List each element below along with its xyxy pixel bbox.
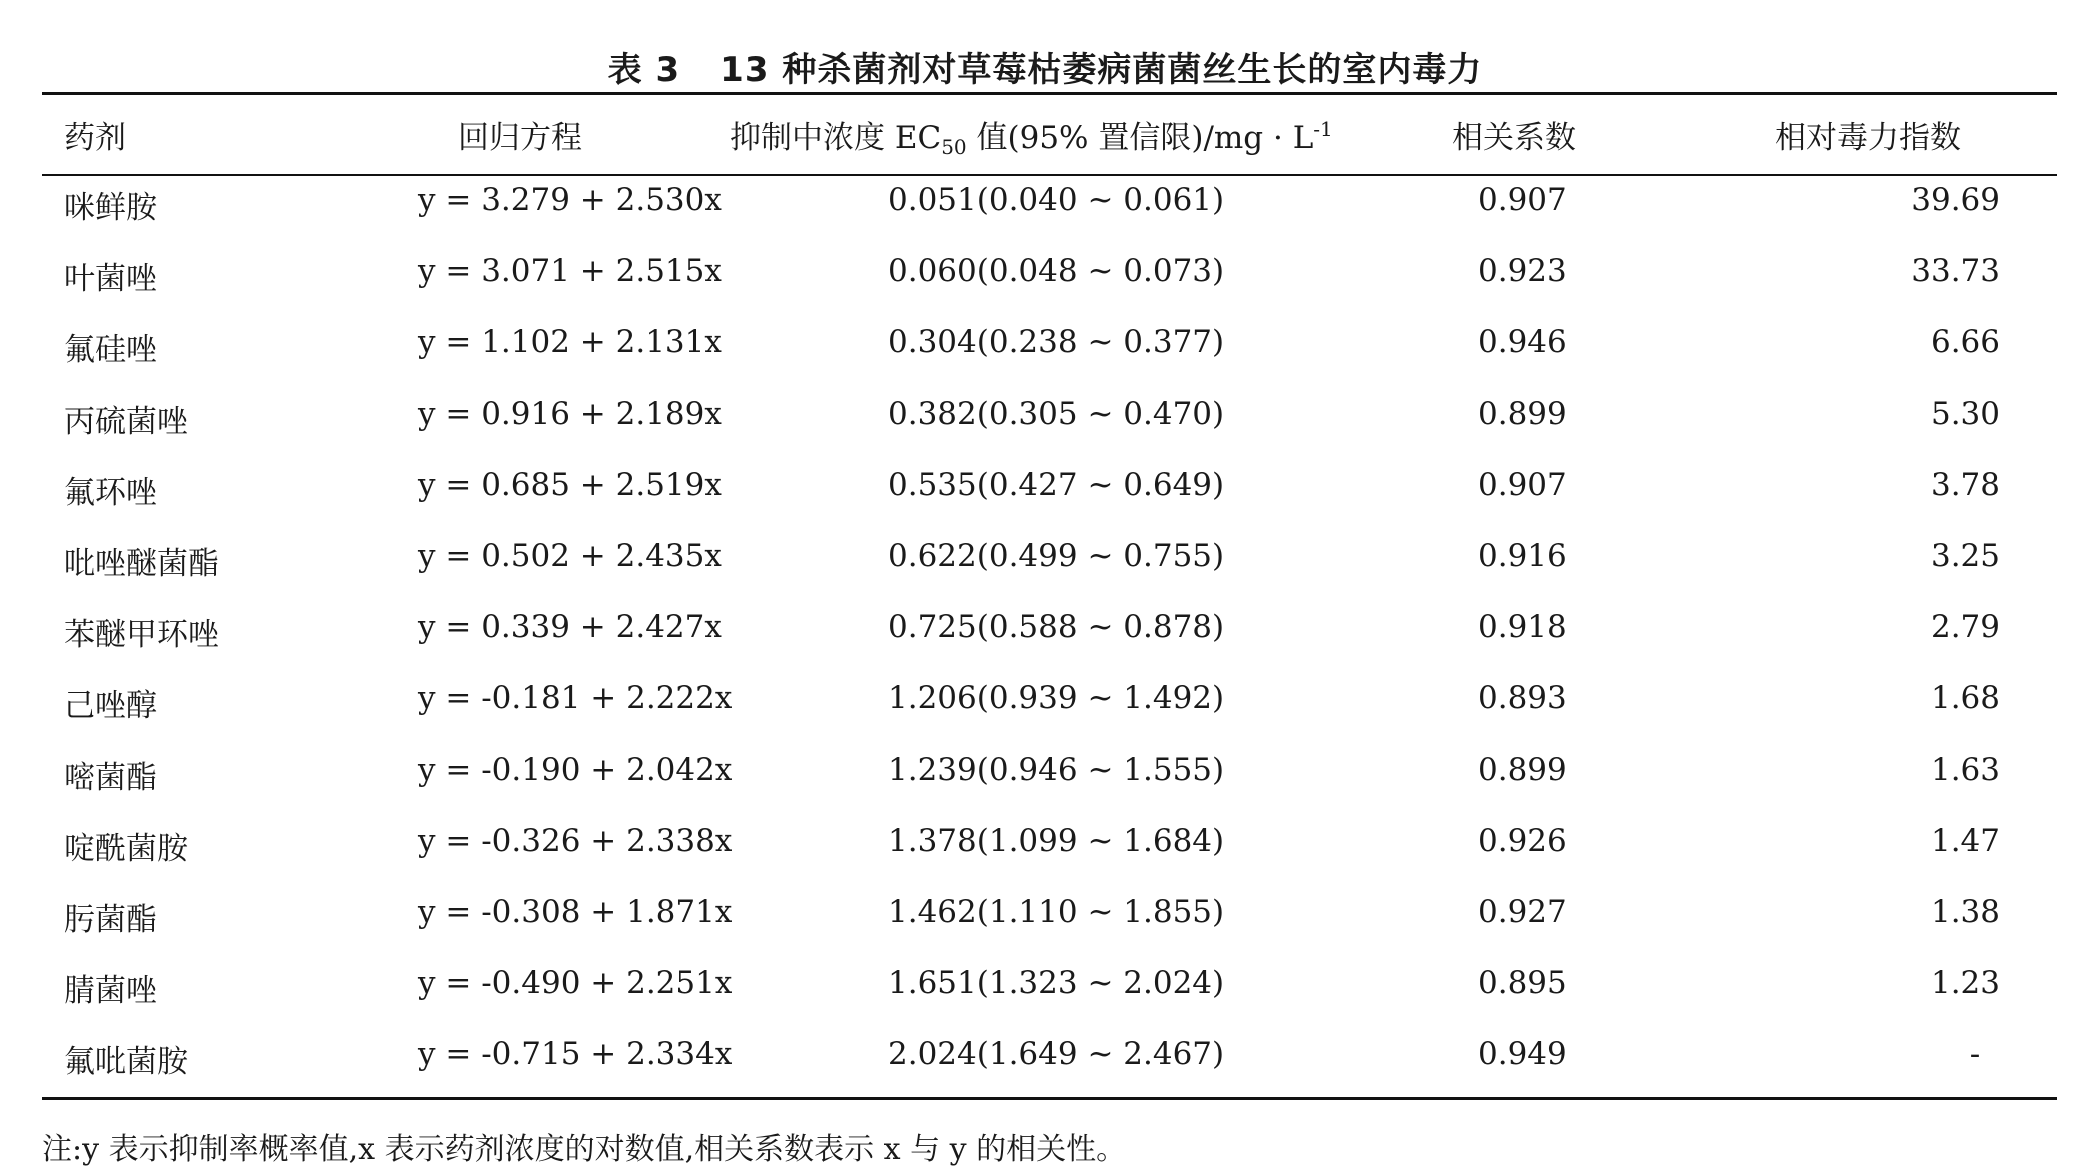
cell-drug: 叶菌唑 xyxy=(64,261,157,298)
cell-equation: y = -0.490 + 2.251x xyxy=(418,965,733,1002)
cell-equation: y = -0.181 + 2.222x xyxy=(418,680,733,717)
cell-equation: y = 0.339 + 2.427x xyxy=(418,609,722,646)
cell-equation: y = -0.190 + 2.042x xyxy=(418,751,733,788)
table-title: 13 种杀菌剂对草莓枯萎病菌菌丝生长的室内毒力 xyxy=(720,50,1483,90)
cell-ec50: 1.651(1.323 ~ 2.024) xyxy=(888,965,1225,1002)
cell-drug: 嘧菌酯 xyxy=(64,759,157,796)
cell-ec50: 0.304(0.238 ~ 0.377) xyxy=(888,324,1225,361)
cell-ec50: 1.462(1.110 ~ 1.855) xyxy=(888,894,1225,930)
cell-toxicity-index: 39.69 xyxy=(1911,182,2000,218)
cell-correlation: 0.927 xyxy=(1478,894,1567,930)
cell-toxicity-index: - xyxy=(1969,1036,1981,1073)
cell-ec50: 0.622(0.499 ~ 0.755) xyxy=(888,538,1225,574)
cell-drug: 己唑醇 xyxy=(64,688,157,725)
table-row xyxy=(0,324,2090,384)
cell-ec50: 1.239(0.946 ~ 1.555) xyxy=(888,751,1225,788)
cell-equation: y = 0.502 + 2.435x xyxy=(418,538,722,574)
table-header xyxy=(0,112,2090,162)
table-row xyxy=(0,680,2090,740)
cell-ec50: 1.206(0.939 ~ 1.492) xyxy=(888,680,1225,717)
cell-drug: 腈菌唑 xyxy=(64,973,157,1010)
cell-correlation: 0.946 xyxy=(1478,324,1567,361)
cell-toxicity-index: 33.73 xyxy=(1911,253,2000,290)
cell-equation: y = -0.715 + 2.334x xyxy=(418,1036,733,1073)
cell-drug: 咪鲜胺 xyxy=(64,190,157,226)
cell-toxicity-index: 5.30 xyxy=(1930,395,2000,432)
table-row xyxy=(0,1036,2090,1096)
table-row xyxy=(0,396,2090,456)
header-ec50-suffix: 值(95% 置信限)/mg · L xyxy=(966,120,1314,156)
cell-toxicity-index: 6.66 xyxy=(1930,324,2000,361)
table-label: 表 3 xyxy=(607,50,681,90)
cell-ec50: 1.378(1.099 ~ 1.684) xyxy=(888,822,1225,859)
cell-toxicity-index: 3.25 xyxy=(1930,538,2000,574)
cell-equation: y = -0.308 + 1.871x xyxy=(418,894,733,930)
cell-drug: 吡唑醚菌酯 xyxy=(64,546,219,582)
cell-ec50: 0.051(0.040 ~ 0.061) xyxy=(888,182,1225,218)
table-note: 注:y 表示抑制率概率值,x 表示药剂浓度的对数值,相关系数表示 x 与 y 的相关性。 xyxy=(42,1132,1127,1167)
cell-equation: y = 0.685 + 2.519x xyxy=(418,466,722,503)
table-row xyxy=(0,182,2090,242)
cell-correlation: 0.918 xyxy=(1478,609,1567,646)
table-row xyxy=(0,609,2090,669)
cell-toxicity-index: 1.38 xyxy=(1930,894,2000,930)
header-ec50 xyxy=(730,112,1333,159)
cell-correlation: 0.899 xyxy=(1478,751,1567,788)
table-row xyxy=(0,752,2090,812)
cell-ec50: 0.535(0.427 ~ 0.649) xyxy=(888,466,1225,503)
header-ec50-sup: -1 xyxy=(1313,117,1333,141)
cell-drug: 氟硅唑 xyxy=(64,332,157,369)
cell-drug: 氟环唑 xyxy=(64,474,157,511)
cell-drug: 丙硫菌唑 xyxy=(64,403,188,440)
cell-equation: y = 3.279 + 2.530x xyxy=(418,182,722,218)
cell-drug: 氟吡菌胺 xyxy=(64,1044,188,1081)
cell-toxicity-index: 1.47 xyxy=(1930,822,2000,859)
cell-toxicity-index: 3.78 xyxy=(1930,466,2000,503)
table-row xyxy=(0,894,2090,954)
cell-correlation: 0.907 xyxy=(1478,182,1567,218)
cell-ec50: 0.725(0.588 ~ 0.878) xyxy=(888,609,1225,646)
bottom-rule xyxy=(42,1097,2057,1100)
cell-correlation: 0.949 xyxy=(1478,1036,1567,1073)
table-row xyxy=(0,965,2090,1025)
cell-equation: y = -0.326 + 2.338x xyxy=(418,822,733,859)
header-toxicity-index: 相对毒力指数 xyxy=(1775,120,1961,156)
cell-ec50: 0.060(0.048 ~ 0.073) xyxy=(888,253,1225,290)
cell-toxicity-index: 2.79 xyxy=(1930,609,2000,646)
header-rule xyxy=(42,174,2057,176)
cell-ec50: 0.382(0.305 ~ 0.470) xyxy=(888,395,1225,432)
cell-equation: y = 0.916 + 2.189x xyxy=(418,395,722,432)
cell-correlation: 0.893 xyxy=(1478,680,1567,717)
top-rule xyxy=(42,92,2057,95)
cell-correlation: 0.895 xyxy=(1478,965,1567,1002)
cell-correlation: 0.923 xyxy=(1478,253,1567,290)
cell-toxicity-index: 1.68 xyxy=(1930,680,2000,717)
header-ec50-sub: 50 xyxy=(941,135,967,159)
header-drug: 药剂 xyxy=(64,120,126,156)
cell-toxicity-index: 1.63 xyxy=(1930,751,2000,788)
header-equation: 回归方程 xyxy=(458,120,582,156)
table-row xyxy=(0,538,2090,598)
cell-correlation: 0.899 xyxy=(1478,395,1567,432)
cell-correlation: 0.926 xyxy=(1478,822,1567,859)
header-ec50-prefix: 抑制中浓度 EC xyxy=(730,120,942,156)
cell-drug: 肟菌酯 xyxy=(64,902,157,938)
cell-ec50: 2.024(1.649 ~ 2.467) xyxy=(888,1036,1225,1073)
cell-drug: 苯醚甲环唑 xyxy=(64,617,219,654)
cell-toxicity-index: 1.23 xyxy=(1930,965,2000,1002)
table-row xyxy=(0,467,2090,527)
cell-correlation: 0.916 xyxy=(1478,538,1567,574)
header-correlation: 相关系数 xyxy=(1452,120,1576,156)
table-row xyxy=(0,253,2090,313)
cell-drug: 啶酰菌胺 xyxy=(64,830,188,867)
cell-equation: y = 3.071 + 2.515x xyxy=(418,253,722,290)
table-caption xyxy=(0,42,2090,91)
table-row xyxy=(0,823,2090,883)
cell-correlation: 0.907 xyxy=(1478,466,1567,503)
cell-equation: y = 1.102 + 2.131x xyxy=(418,324,722,361)
